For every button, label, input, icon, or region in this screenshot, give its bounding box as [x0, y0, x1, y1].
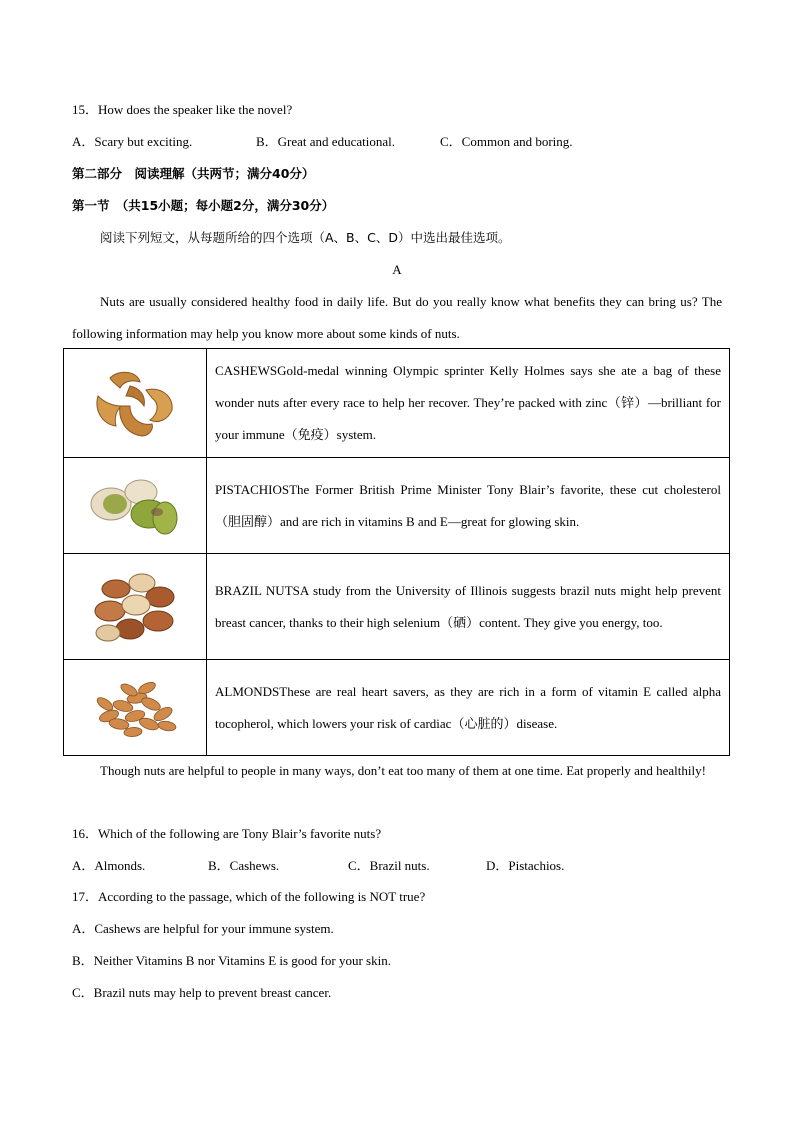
nut-image-cell [64, 660, 207, 756]
part2-title: 第二部分 阅读理解（共两节；满分40分） [72, 166, 315, 181]
nut-image-cell [64, 349, 207, 458]
nut-image-cell [64, 458, 207, 554]
question-17: 17．According to the passage, which of the following is NOT true? [72, 889, 426, 904]
nut-description: BRAZIL NUTSA study from the University of Illinois suggests brazil nuts might help prevent breast cancer, thanks to their high selenium（硒）content. They give you energy, too. [207, 554, 730, 660]
table-row [64, 660, 730, 756]
q15-option-b: B．Great and educational. [256, 134, 395, 149]
q17-option-c: C．Brazil nuts may help to prevent breast cancer. [72, 985, 332, 1000]
q15-option-c: C．Common and boring. [440, 134, 573, 149]
nut-description: PISTACHIOSThe Former British Prime Minister Tony Blair’s favorite, these cut cholesterol（胆固醇）and are rich in vitamins B and E—great for glowing skin. [207, 458, 730, 554]
instruction: 阅读下列短文，从每题所给的四个选项（A、B、C、D）中选出最佳选项。 [100, 230, 511, 245]
table-row [64, 349, 730, 458]
question-15: 15．How does the speaker like the novel? [72, 102, 293, 117]
nuts-table [63, 348, 730, 756]
section1-title: 第一节 （共15小题；每小题2分，满分30分） [72, 198, 335, 213]
q16-option-c: C．Brazil nuts. [348, 858, 430, 873]
passage-label: A [392, 262, 402, 277]
table-row [64, 554, 730, 660]
question-16: 16．Which of the following are Tony Blair’s favorite nuts? [72, 826, 382, 841]
q17-option-a: A．Cashews are helpful for your immune system. [72, 921, 334, 936]
brazil-nut-image [90, 569, 180, 645]
q17-option-b: B．Neither Vitamins B nor Vitamins E is good for your skin. [72, 953, 391, 968]
q16-option-d: D．Pistachios. [486, 858, 565, 873]
nut-description: CASHEWSGold-medal winning Olympic sprinter Kelly Holmes says she ate a bag of these wonder nuts after every race to help her recover. They’re packed with zinc（锌）—brilliant for your immune（免疫）system. [207, 349, 730, 458]
almond-image [89, 676, 181, 740]
q16-option-a: A．Almonds. [72, 858, 146, 873]
closing-paragraph: Though nuts are helpful to people in many ways, don’t eat too many of them at one time. Eat properly and healthily! [100, 763, 706, 778]
q15-option-a: A．Scary but exciting. [72, 134, 193, 149]
nut-description: ALMONDSThese are real heart savers, as they are rich in a form of vitamin E called alpha tocopherol, which lowers your risk of cardiac（心脏的）disease. [207, 660, 730, 756]
nut-image-cell [64, 554, 207, 660]
q16-option-b: B．Cashews. [208, 858, 280, 873]
table-row [64, 458, 730, 554]
intro-paragraph: Nuts are usually considered healthy food in daily life. But do you really know what benefits they can bring us? The following information may help you know more about some kinds of nuts. [72, 294, 722, 341]
pistachio-image [87, 474, 183, 538]
cashew-image [90, 366, 180, 440]
